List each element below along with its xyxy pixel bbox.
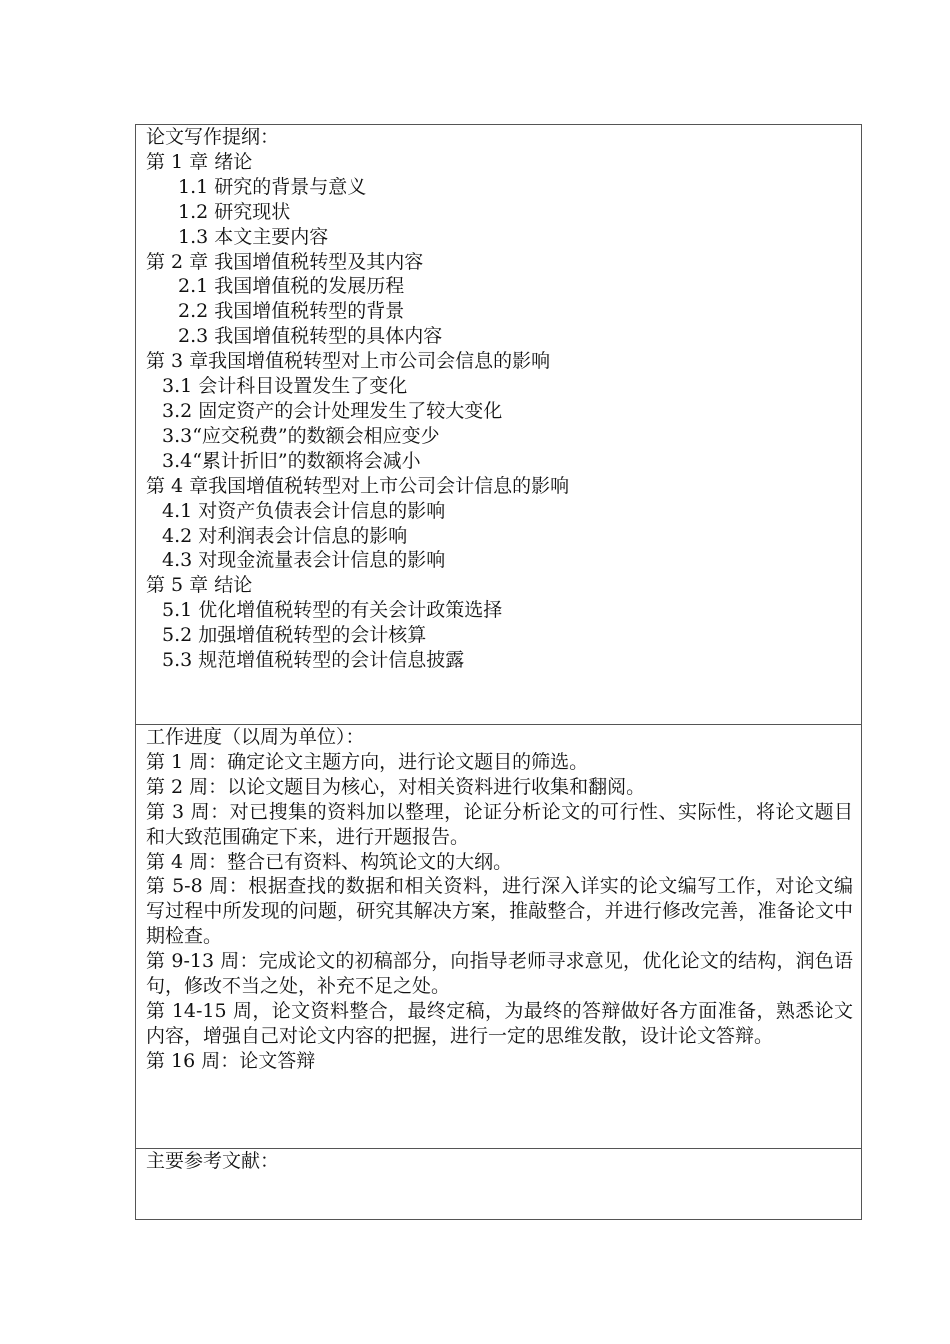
outline-item: 第 2 章 我国增值税转型及其内容 (146, 250, 424, 273)
schedule-section (136, 724, 861, 1148)
schedule-item: 第 3 周：对已搜集的资料加以整理，论证分析论文的可行性、实际性，将论文题目和大致范围确定下来，进行开题报告。 (146, 800, 853, 848)
proposal-table (135, 124, 862, 1220)
outline-item: 5.2 加强增值税转型的会计核算 (162, 624, 427, 647)
schedule-item: 第 14-15 周，论文资料整合，最终定稿，为最终的答辩做好各方面准备，熟悉论文内容，增强自己对论文内容的把握，进行一定的思维发散，设计论文答辩。 (146, 999, 853, 1047)
outline-item: 5.3 规范增值税转型的会计信息披露 (162, 649, 465, 672)
outline-item: 第 1 章 绪论 (146, 150, 253, 173)
outline-item: 2.1 我国增值税的发展历程 (178, 275, 405, 298)
outline-item: 3.1 会计科目设置发生了变化 (162, 375, 408, 398)
references-heading: 主要参考文献： (146, 1150, 280, 1172)
outline-item: 1.2 研究现状 (178, 200, 291, 223)
outline-item: 2.3 我国增值税转型的具体内容 (178, 325, 443, 348)
outline-item: 1.3 本文主要内容 (178, 225, 329, 248)
outline-item: 3.2 固定资产的会计处理发生了较大变化 (162, 399, 503, 422)
outline-item: 1.1 研究的背景与意义 (178, 175, 367, 198)
outline-heading: 论文写作提纲： (146, 126, 280, 148)
schedule-heading: 工作进度（以周为单位）： (146, 726, 365, 748)
outline-item: 4.1 对资产负债表会计信息的影响 (162, 499, 446, 522)
outline-item: 3.3“应交税费”的数额会相应变少 (162, 424, 440, 447)
outline-item: 4.3 对现金流量表会计信息的影响 (162, 549, 446, 572)
schedule-item: 第 4 周：整合已有资料、构筑论文的大纲。 (146, 850, 513, 873)
references-section (136, 1148, 861, 1219)
outline-item: 第 4 章我国增值税转型对上市公司会计信息的影响 (146, 474, 570, 497)
outline-item: 4.2 对利润表会计信息的影响 (162, 524, 408, 547)
schedule-item: 第 9-13 周：完成论文的初稿部分，向指导老师寻求意见，优化论文的结构，润色语句，修改不当之处，补充不足之处。 (146, 950, 853, 998)
outline-item: 5.1 优化增值税转型的有关会计政策选择 (162, 599, 503, 622)
outline-section (136, 125, 861, 724)
schedule-item: 第 5-8 周：根据查找的数据和相关资料，进行深入详实的论文编写工作，对论文编写过程中所发现的问题，研究其解决方案，推敲整合，并进行修改完善，准备论文中期检查。 (146, 875, 853, 948)
schedule-item: 第 2 周：以论文题目为核心，对相关资料进行收集和翻阅。 (146, 775, 646, 798)
outline-item: 第 3 章我国增值税转型对上市公司会信息的影响 (146, 350, 551, 373)
outline-item: 第 5 章 结论 (146, 574, 253, 597)
outline-item: 2.2 我国增值税转型的背景 (178, 300, 405, 323)
schedule-item: 第 16 周：论文答辩 (146, 1049, 316, 1072)
outline-item: 3.4“累计折旧”的数额将会减小 (162, 449, 421, 472)
schedule-item: 第 1 周：确定论文主题方向，进行论文题目的筛选。 (146, 750, 589, 773)
